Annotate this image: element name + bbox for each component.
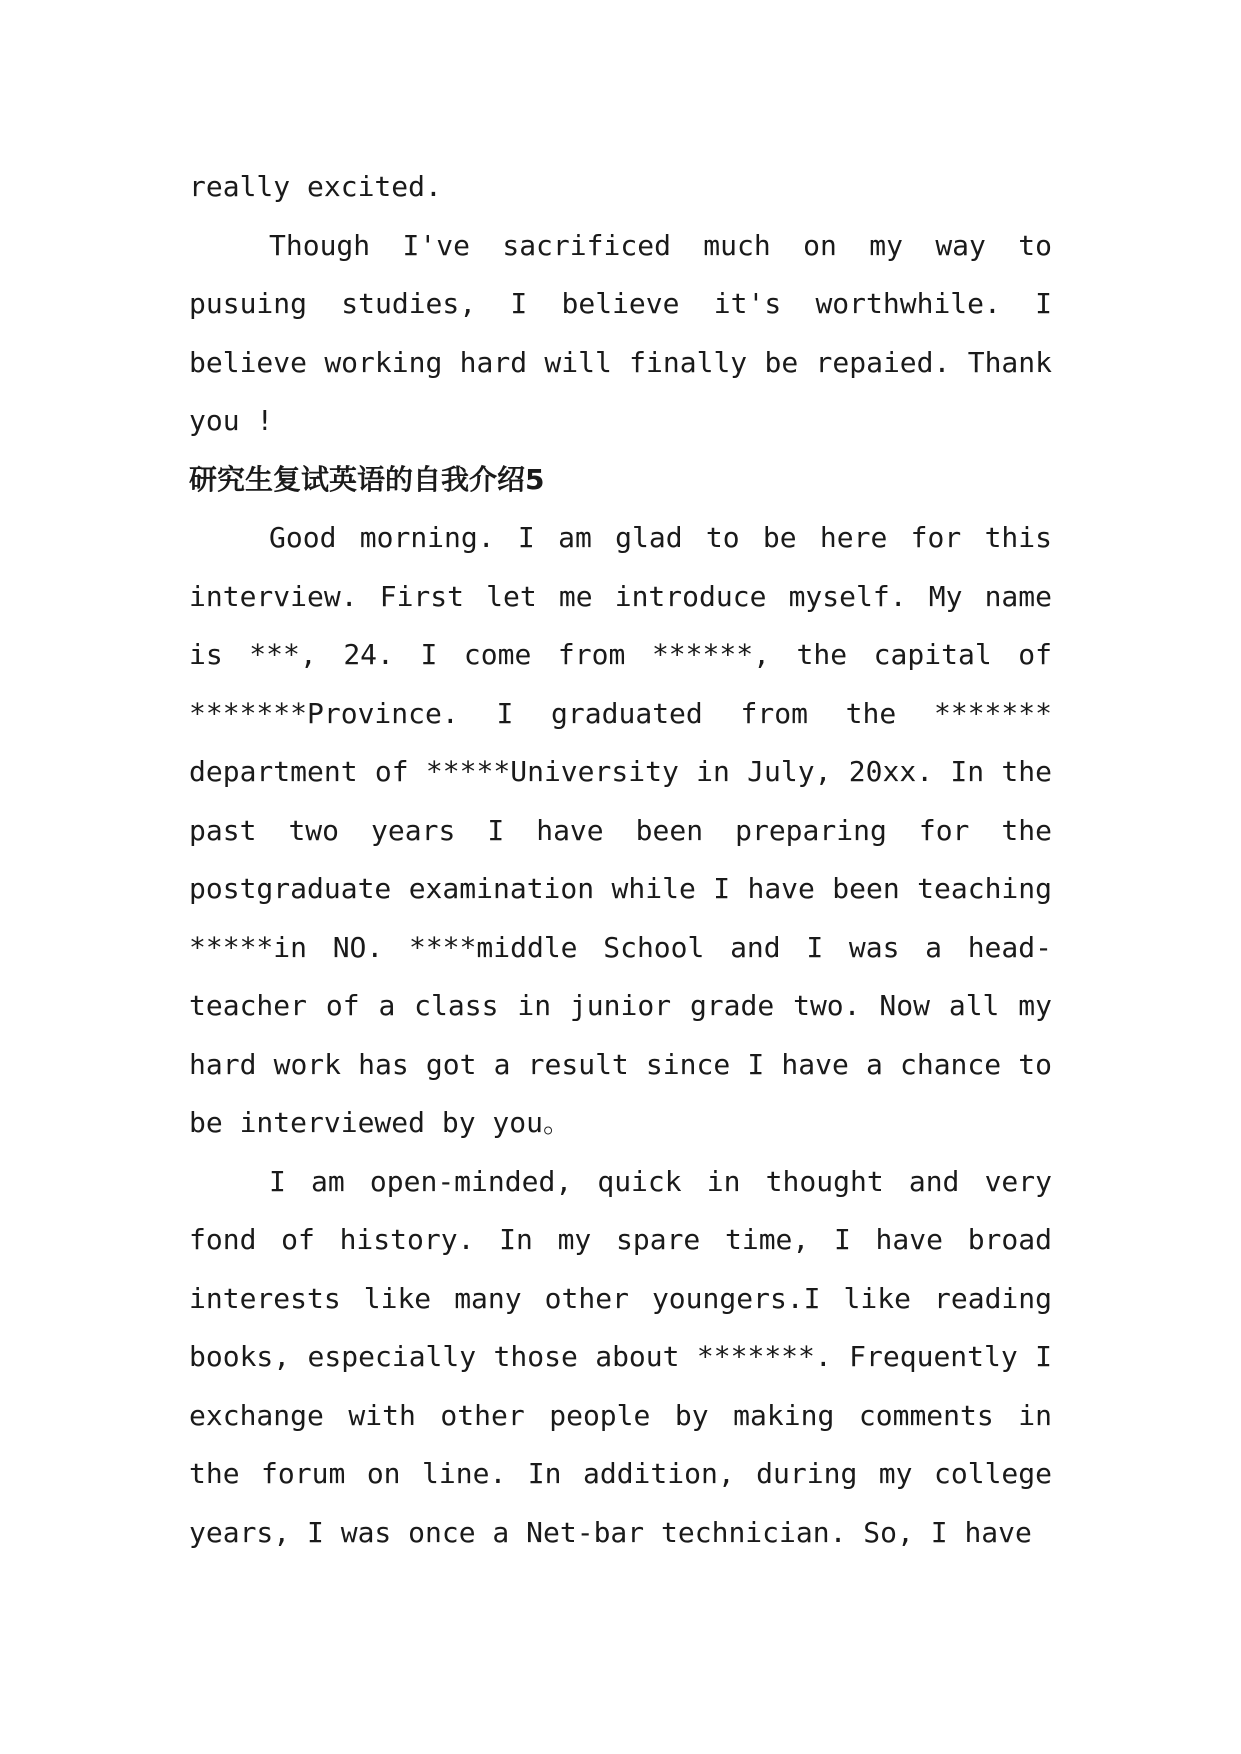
paragraph-personality: I am open-minded, quick in thought and very fond of history. In my spare time, I have broad interests like many other youngers.I like reading books, especially those about *******. Frequently I exchange with other people by making comments in the forum on line. In addition, during my college years, I was once a Net-bar technician. So, I have [189, 1164, 1052, 1549]
paragraph-closing: Though I've sacrificed much on my way to pusuing studies, I believe it's worthwhile. I believe working hard will finally be repaied. Thank you ! [189, 228, 1052, 437]
paragraph-introduction: Good morning. I am glad to be here for this interview. First let me introduce myself. My name is ***, 24. I come from ******, the capital of *******Province. I graduated from the ******* department of *****University in July, 20xx. In the past two years I have been preparing for the postgraduate examination while I have been teaching *****in NO. ****middle School and I was a head-teacher of a class in junior grade two. Now all my hard work has got a result since I have a chance to be interviewed by you。 [189, 521, 1052, 1139]
section-heading: 研究生复试英语的自我介绍5 [189, 462, 545, 496]
paragraph-continuation: really excited. [189, 170, 442, 203]
document-body [189, 158, 1052, 1562]
